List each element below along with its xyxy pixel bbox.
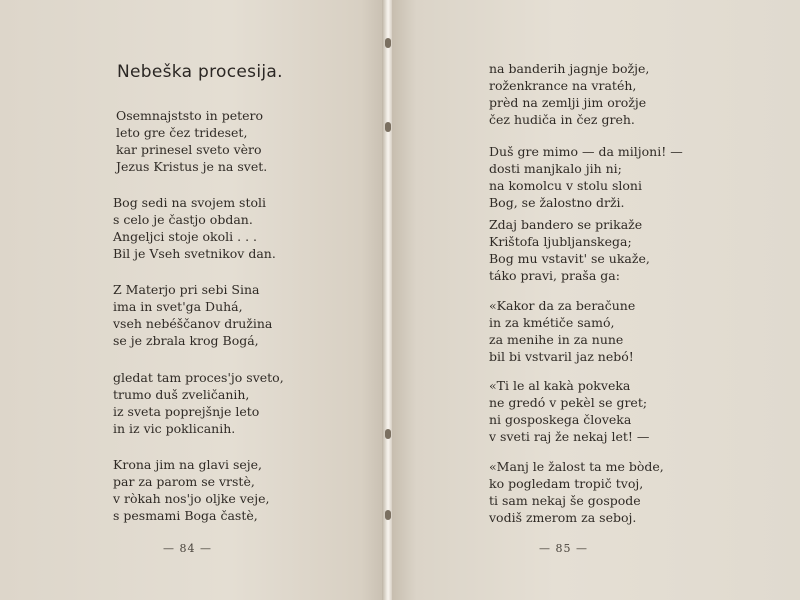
- right-page: [392, 0, 800, 600]
- binding-stitch: [385, 38, 391, 48]
- verse-line: Angeljci stoje okoli . . .: [113, 229, 257, 244]
- verse-line: táko pravi, praša ga:: [489, 268, 620, 283]
- verse-line: Bog sedi na svojem stoli: [113, 195, 267, 210]
- verse-line: ni gosposkega človeka: [489, 412, 632, 427]
- right-stanza-3: [489, 216, 650, 284]
- left-stanza-4: [113, 369, 284, 437]
- right-stanza-4: [489, 297, 635, 365]
- verse-line: «Kakor da za beračune: [489, 298, 636, 313]
- verse-line: par za parom se vrstè,: [113, 474, 255, 489]
- verse-line: gledat tam proces'jo sveto,: [113, 370, 284, 385]
- verse-line: in za kmétiče samó,: [489, 315, 615, 330]
- verse-line: Krona jim na glavi seje,: [113, 457, 263, 472]
- binding-stitch: [385, 122, 391, 132]
- verse-line: Krištofa ljubljanskega;: [489, 234, 632, 249]
- verse-line: Duš gre mimo — da miljoni! —: [489, 144, 683, 159]
- left-stanza-5: [113, 456, 269, 524]
- verse-line: v ròkah nos'jo oljke veje,: [113, 491, 270, 506]
- verse-line: bil bi vstvaril jaz nebó!: [489, 349, 634, 364]
- verse-line: Bil je Vseh svetnikov dan.: [113, 246, 276, 261]
- verse-line: kar prinesel sveto vèro: [116, 142, 262, 157]
- binding-stitch: [385, 429, 391, 439]
- verse-line: trumo duš zveličanih,: [113, 387, 250, 402]
- verse-line: dosti manjkalo jih ni;: [489, 161, 622, 176]
- verse-line: Osemnajststo in petero: [116, 108, 264, 123]
- verse-line: Bog, se žalostno drži.: [489, 195, 625, 210]
- verse-line: Jezus Kristus je na svet.: [116, 159, 268, 174]
- verse-line: prèd na zemlji jim orožje: [489, 95, 647, 110]
- verse-line: Bog mu vstavit' se ukaže,: [489, 251, 650, 266]
- verse-line: čez hudiča in čez greh.: [489, 112, 635, 127]
- verse-line: ne gredó v pekèl se gret;: [489, 395, 648, 410]
- verse-line: za menihe in za nune: [489, 332, 624, 347]
- verse-line: vseh nebéščanov družina: [113, 316, 273, 331]
- right-stanza-6: [489, 458, 664, 526]
- verse-line: ima in svet'ga Duhá,: [113, 299, 243, 314]
- verse-line: ti sam nekaj še gospode: [489, 493, 641, 508]
- left-stanza-2: [113, 194, 276, 262]
- verse-line: iz sveta poprejšnje leto: [113, 404, 260, 419]
- left-stanza-1: [116, 107, 267, 175]
- right-stanza-5: [489, 377, 649, 445]
- right-stanza-1: [489, 60, 649, 128]
- verse-line: s pesmami Boga častè,: [113, 508, 258, 523]
- binding-stitch: [385, 510, 391, 520]
- verse-line: se je zbrala krog Bogá,: [113, 333, 259, 348]
- verse-line: Zdaj bandero se prikaže: [489, 217, 643, 232]
- verse-line: roženkrance na vratéh,: [489, 78, 637, 93]
- verse-line: na komolcu v stolu sloni: [489, 178, 642, 193]
- verse-line: leto gre čez trideset,: [116, 125, 248, 140]
- verse-line: Z Materjo pri sebi Sina: [113, 282, 260, 297]
- verse-line: ko pogledam tropič tvoj,: [489, 476, 644, 491]
- verse-line: «Manj le žalost ta me bòde,: [489, 459, 664, 474]
- page-number-right: — 85 —: [539, 542, 588, 555]
- verse-line: v sveti raj že nekaj let! —: [489, 429, 650, 444]
- verse-line: s celo je častjo obdan.: [113, 212, 253, 227]
- page-number-left: — 84 —: [163, 542, 212, 555]
- verse-line: na banderih jagnje božje,: [489, 61, 650, 76]
- poem-title: Nebeška procesija.: [117, 62, 283, 82]
- verse-line: in iz vic poklicanih.: [113, 421, 236, 436]
- verse-line: «Ti le al kakà pokveka: [489, 378, 631, 393]
- right-stanza-2: [489, 143, 683, 211]
- verse-line: vodiš zmerom za seboj.: [489, 510, 637, 525]
- left-stanza-3: [113, 281, 272, 349]
- left-page: [0, 0, 384, 600]
